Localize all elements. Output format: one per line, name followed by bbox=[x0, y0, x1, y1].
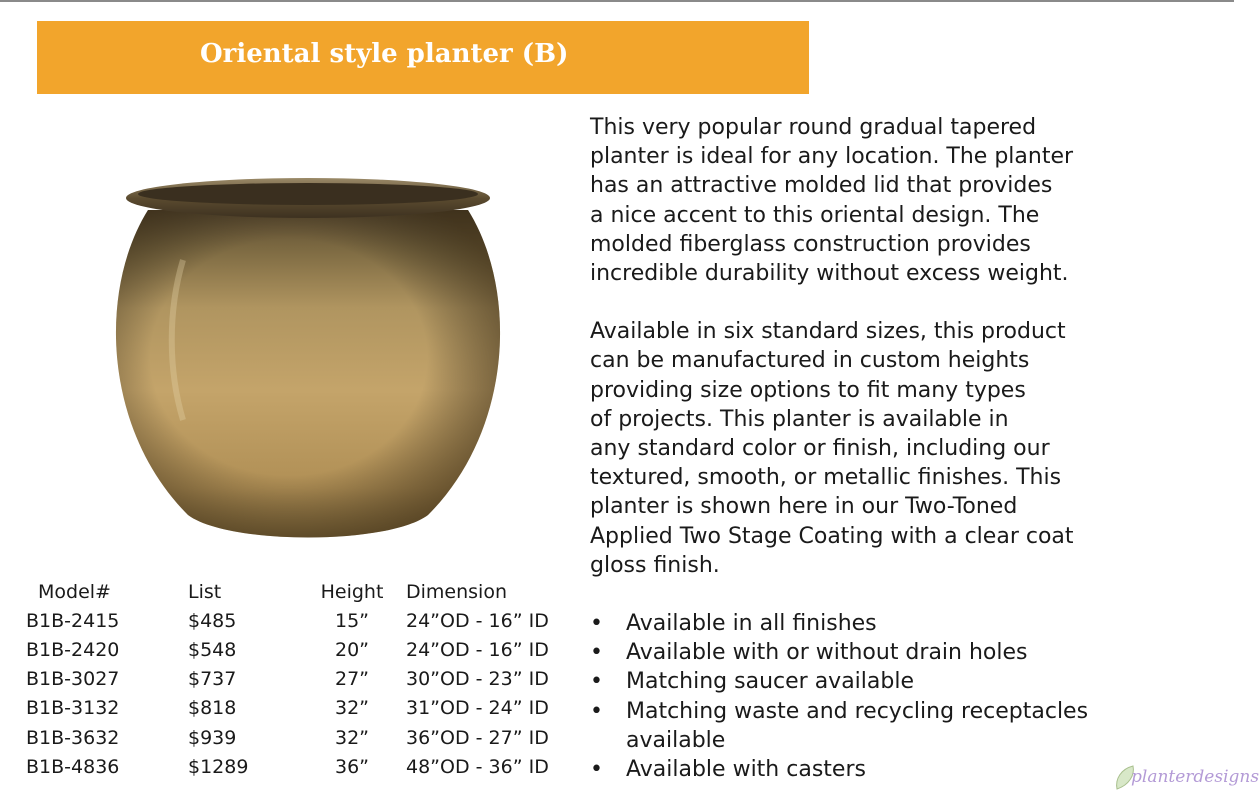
cell-list: $1289 bbox=[188, 755, 249, 778]
cell-height: 32” bbox=[334, 726, 370, 749]
bullet-icon: • bbox=[590, 640, 603, 666]
header-height: Height bbox=[320, 580, 384, 603]
cell-model: B1B-3027 bbox=[26, 668, 120, 691]
specs-table bbox=[22, 577, 549, 781]
top-divider bbox=[0, 0, 1234, 2]
list-item: • Available with casters bbox=[590, 755, 1130, 784]
cell-list: $485 bbox=[188, 609, 237, 632]
bullet-icon: • bbox=[590, 611, 603, 636]
list-item: • Matching waste and recycling receptacles available bbox=[590, 698, 1089, 753]
cell-dimension: 31”OD - 24” ID bbox=[406, 697, 549, 720]
brand-logo bbox=[1113, 762, 1259, 794]
list-item: • Available in all finishes bbox=[590, 609, 1130, 638]
header-model: Model# bbox=[38, 580, 111, 603]
bullet-icon: • bbox=[590, 698, 603, 724]
description-paragraph-2: Available in six standard sizes, this product can be manufactured in custom heights providing size options to fit many types of projects. This planter is available in any standard color or finish, including our textured, smooth, or metallic finishes. This planter is shown here in our Two-Toned Applied Two Stage Coating with a clear coat gloss finish. bbox=[590, 319, 1074, 578]
brand-logo-text: planterdesigns bbox=[1131, 767, 1259, 787]
cell-list: $548 bbox=[188, 638, 237, 661]
cell-height: 32” bbox=[334, 697, 370, 720]
cell-model: B1B-3632 bbox=[26, 726, 120, 749]
feature-list bbox=[590, 609, 1130, 784]
list-item: • Available with or without drain holes bbox=[590, 638, 1130, 667]
bullet-icon: • bbox=[590, 669, 603, 695]
cell-model: B1B-4836 bbox=[26, 755, 120, 778]
cell-dimension: 36”OD - 27” ID bbox=[406, 726, 549, 749]
table-row bbox=[22, 752, 549, 781]
description-paragraph-1: This very popular round gradual tapered planter is ideal for any location. The planter has an attractive molded lid that provides a nice accent to this oriental design. The molded fiberglass construction provides incredible durability without excess weight. bbox=[590, 115, 1074, 287]
table-row bbox=[22, 665, 549, 694]
planter-image bbox=[108, 170, 508, 560]
table-row bbox=[22, 694, 549, 723]
cell-height: 15” bbox=[334, 609, 370, 632]
product-description bbox=[590, 113, 1130, 580]
bullet-icon: • bbox=[590, 757, 603, 783]
cell-list: $818 bbox=[188, 697, 237, 720]
table-header-row bbox=[22, 577, 549, 606]
header-list: List bbox=[188, 580, 222, 603]
cell-height: 36” bbox=[334, 755, 370, 778]
page-title: Oriental style planter (B) bbox=[200, 39, 569, 69]
table-row bbox=[22, 723, 549, 752]
cell-height: 27” bbox=[334, 668, 370, 691]
cell-dimension: 24”OD - 16” ID bbox=[406, 638, 549, 661]
table-row bbox=[22, 635, 549, 664]
cell-model: B1B-2415 bbox=[26, 609, 120, 632]
cell-model: B1B-3132 bbox=[26, 697, 120, 720]
title-banner bbox=[37, 21, 809, 94]
cell-list: $737 bbox=[188, 668, 237, 691]
cell-dimension: 24”OD - 16” ID bbox=[406, 609, 549, 632]
cell-dimension: 30”OD - 23” ID bbox=[406, 668, 549, 691]
cell-model: B1B-2420 bbox=[26, 638, 120, 661]
cell-height: 20” bbox=[334, 638, 370, 661]
header-dimension: Dimension bbox=[406, 580, 507, 603]
list-item: • Matching saucer available bbox=[590, 667, 1130, 696]
cell-list: $939 bbox=[188, 726, 237, 749]
cell-dimension: 48”OD - 36” ID bbox=[406, 755, 549, 778]
table-row bbox=[22, 606, 549, 635]
